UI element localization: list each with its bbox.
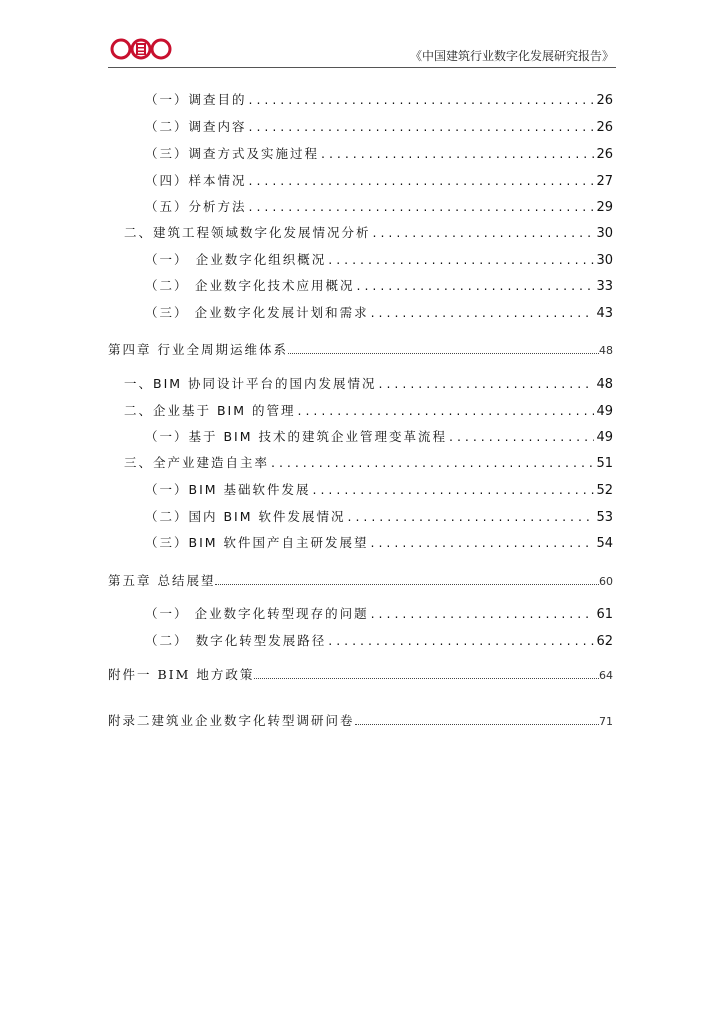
- toc-chapter-label: 第五章 总结展望: [108, 573, 216, 588]
- toc-leader: [371, 305, 595, 320]
- toc-leader: [328, 252, 594, 267]
- toc-entry-label: （三）调查方式及实施过程: [145, 146, 320, 161]
- toc-leader: [249, 173, 595, 188]
- toc-entry-label: 企业数字化组织概况: [195, 252, 327, 267]
- toc-entry[interactable]: [145, 480, 613, 498]
- toc-leader: [249, 199, 595, 214]
- toc-leader: [373, 225, 595, 240]
- toc-entry[interactable]: [145, 250, 613, 268]
- toc-entry-page: 26: [596, 93, 613, 108]
- toc-entry[interactable]: [124, 401, 613, 419]
- toc-entry[interactable]: [145, 507, 613, 525]
- toc-entry-page: 61: [596, 607, 613, 622]
- toc-chapter[interactable]: [108, 571, 613, 589]
- toc-entry-page: 48: [596, 377, 613, 392]
- toc-leader: [298, 403, 595, 418]
- toc-entry-label: 二、企业基于 BIM 的管理: [124, 403, 296, 418]
- toc-entry[interactable]: [145, 90, 613, 108]
- toc-entry[interactable]: [145, 197, 613, 215]
- toc-leader: [215, 575, 599, 585]
- toc-entry-page: 49: [596, 430, 613, 445]
- toc-chapter-page: 48: [599, 344, 613, 357]
- toc-entry-page: 51: [596, 456, 613, 471]
- toc-leader: [357, 278, 595, 293]
- company-logo: [110, 36, 172, 62]
- toc-entry[interactable]: [145, 171, 613, 189]
- toc-entry-prefix: （二）: [145, 633, 189, 648]
- toc-leader: [271, 455, 594, 470]
- toc-entry-label: 一、BIM 协同设计平台的国内发展情况: [124, 376, 377, 391]
- toc-chapter[interactable]: [108, 340, 613, 358]
- toc-entry-page: 29: [596, 200, 613, 215]
- toc-entry-page: 26: [596, 147, 613, 162]
- toc-entry-page: 27: [596, 174, 613, 189]
- toc-entry[interactable]: [145, 144, 613, 162]
- toc-chapter-label: 附件一 BIM 地方政策: [108, 667, 255, 682]
- header-title: 《中国建筑行业数字化发展研究报告》: [409, 49, 614, 63]
- toc-chapter[interactable]: [108, 711, 613, 729]
- toc-entry-label: （二）调查内容: [145, 119, 247, 134]
- toc-entry-prefix: （一）: [145, 606, 189, 621]
- toc-leader: [371, 606, 595, 621]
- toc-chapter-label: 附录二建筑业企业数字化转型调研问卷: [108, 713, 355, 728]
- toc-entry-label: （四）样本情况: [145, 173, 247, 188]
- toc-entry-page: 49: [596, 404, 613, 419]
- toc-entry-label: 企业数字化转型现存的问题: [194, 606, 369, 621]
- toc-entry-page: 26: [596, 120, 613, 135]
- toc-entry-page: 30: [596, 226, 613, 241]
- toc-entry[interactable]: [145, 117, 613, 135]
- toc-entry[interactable]: [145, 533, 613, 551]
- toc-leader: [371, 535, 595, 550]
- toc-entry-label: （二）国内 BIM 软件发展情况: [145, 509, 346, 524]
- toc-leader: [379, 376, 595, 391]
- toc-entry[interactable]: [145, 276, 613, 294]
- toc-leader: [321, 146, 594, 161]
- toc-entry-page: 62: [596, 634, 613, 649]
- toc-entry-page: 30: [596, 253, 613, 268]
- toc-leader: [328, 633, 594, 648]
- toc-entry-label: （一）调查目的: [145, 92, 247, 107]
- toc-entry[interactable]: [145, 427, 613, 445]
- toc-entry-label: 企业数字化发展计划和需求: [194, 305, 369, 320]
- toc-entry[interactable]: [145, 303, 613, 321]
- toc-chapter-page: 71: [599, 715, 613, 728]
- toc-entry-label: 企业数字化技术应用概况: [194, 278, 355, 293]
- toc-entry-page: 53: [596, 510, 613, 525]
- toc-entry-label: 三、全产业建造自主率: [124, 455, 270, 470]
- toc-leader: [348, 509, 595, 524]
- toc-leader: [449, 429, 594, 444]
- toc-entry-prefix: （一）: [145, 252, 189, 267]
- toc-chapter-label: 第四章 行业全周期运维体系: [108, 342, 288, 357]
- toc-leader: [355, 715, 599, 725]
- toc-entry[interactable]: [124, 223, 613, 241]
- toc-leader: [313, 482, 595, 497]
- header-divider: [108, 67, 616, 68]
- toc-chapter-page: 64: [599, 669, 613, 682]
- toc-entry-label: （一）基于 BIM 技术的建筑企业管理变革流程: [145, 429, 447, 444]
- toc-chapter[interactable]: [108, 665, 613, 683]
- toc-entry-label: （五）分析方法: [145, 199, 247, 214]
- toc-entry-label: 数字化转型发展路径: [195, 633, 327, 648]
- toc-entry-label: 二、建筑工程领域数字化发展情况分析: [124, 225, 371, 240]
- toc-entry-page: 52: [596, 483, 613, 498]
- toc-leader: [288, 344, 599, 354]
- toc-entry[interactable]: [124, 374, 613, 392]
- toc-leader: [249, 92, 595, 107]
- toc-entry-prefix: （二）: [145, 278, 189, 293]
- toc-entry-page: 54: [596, 536, 613, 551]
- toc-leader: [254, 669, 599, 679]
- toc-entry-label: （三）BIM 软件国产自主研发展望: [145, 535, 369, 550]
- toc-entry[interactable]: [145, 631, 613, 649]
- toc-chapter-page: 60: [599, 575, 613, 588]
- toc-entry-page: 43: [596, 306, 613, 321]
- toc-entry-page: 33: [596, 279, 613, 294]
- toc-entry[interactable]: [145, 604, 613, 622]
- toc-entry-label: （一）BIM 基础软件发展: [145, 482, 311, 497]
- toc-entry[interactable]: [124, 453, 613, 471]
- toc-leader: [249, 119, 595, 134]
- toc-entry-prefix: （三）: [145, 305, 189, 320]
